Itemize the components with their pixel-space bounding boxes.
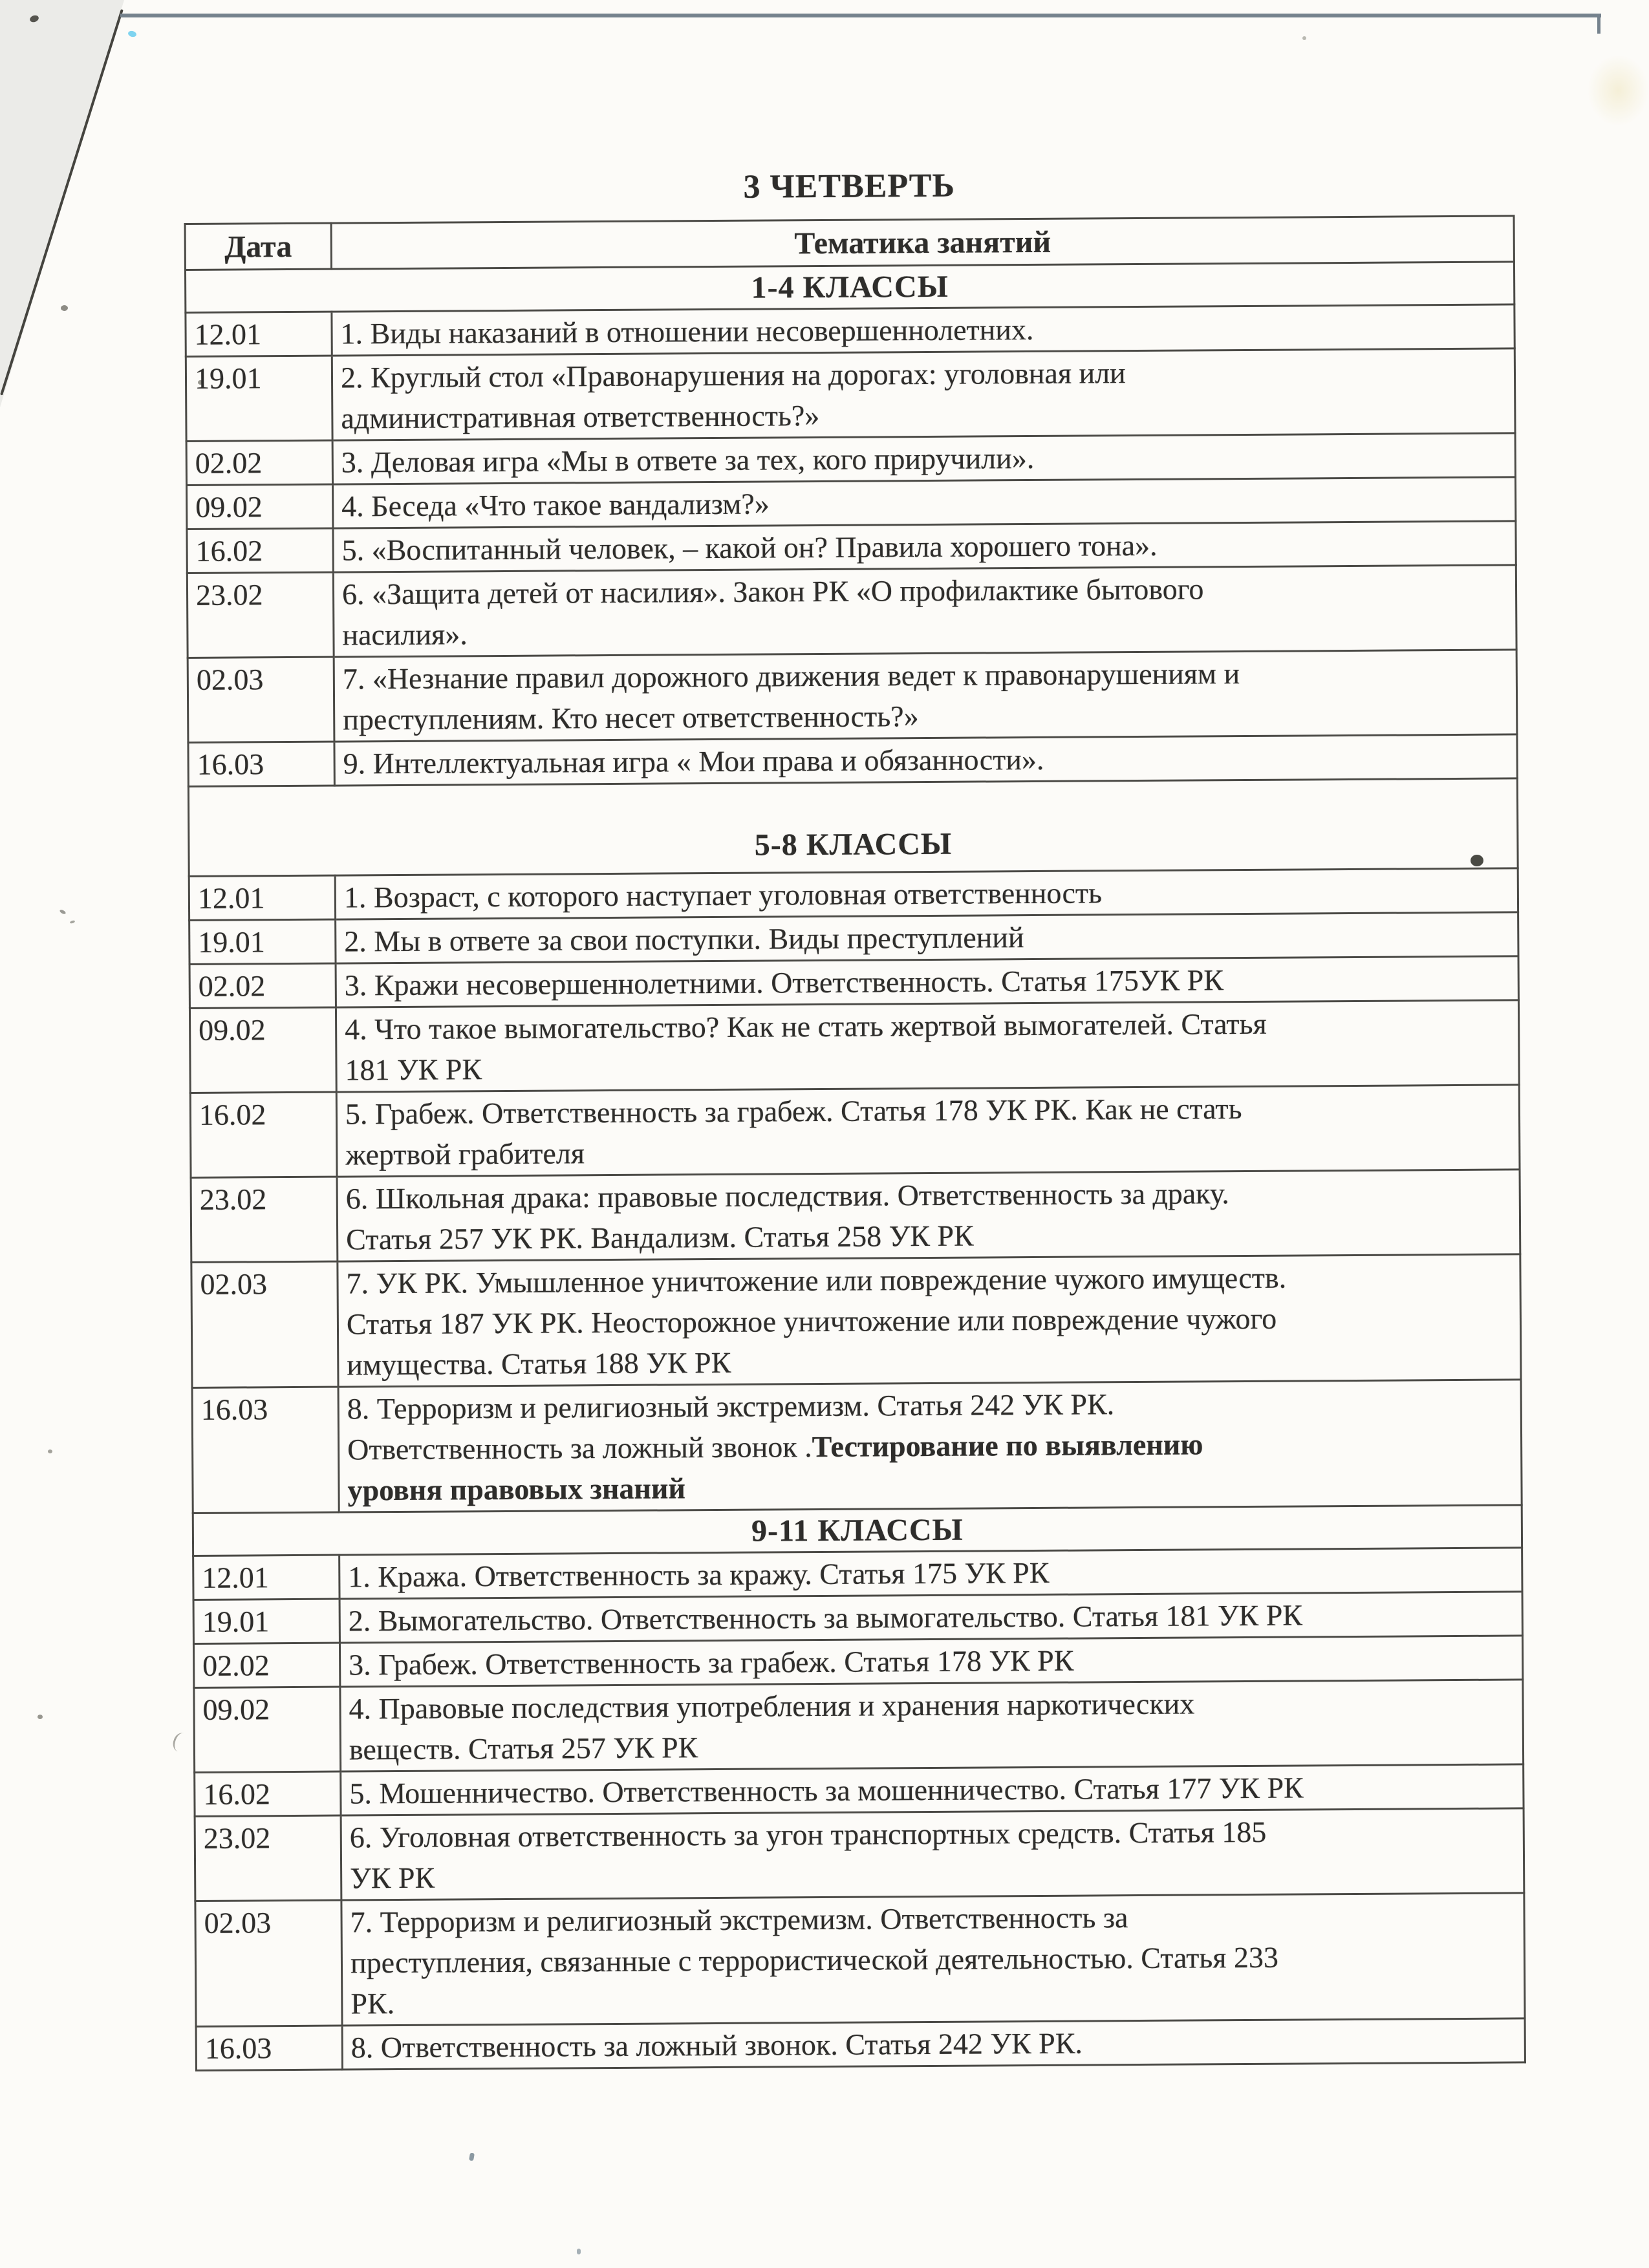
scan-speckle: [469, 2152, 475, 2161]
date-cell: 12.01: [186, 312, 332, 356]
table-row: [188, 650, 1517, 743]
scanner-edge-tick: [1597, 16, 1600, 34]
topic-cell: 3. Грабеж. Ответственность за грабеж. Статья 178 УК РК: [339, 1636, 1522, 1687]
topic-cell: 1. Кража. Ответственность за кражу. Статья 175 УК РК: [339, 1548, 1522, 1599]
topic-cell: 4. Правовые последствия употребления и хранения наркотических веществ. Статья 257 УК РК: [340, 1680, 1524, 1771]
date-cell: 16.03: [192, 1387, 339, 1513]
topic-cell: 1. Виды наказаний в отношении несовершеннолетних.: [332, 305, 1514, 356]
table-row: [191, 1254, 1521, 1388]
page-title: 3 ЧЕТВЕРТЬ: [743, 167, 956, 206]
date-cell: 09.02: [189, 1007, 336, 1093]
date-cell: 19.01: [186, 356, 332, 441]
date-cell: 23.02: [187, 572, 334, 658]
date-cell: 19.01: [189, 919, 336, 964]
date-cell: 23.02: [191, 1177, 338, 1262]
section-heading-label: 5-8 КЛАССЫ: [188, 778, 1518, 877]
topic-cell: 4. Беседа «Что такое вандализм?»: [333, 477, 1516, 528]
date-cell: 02.03: [188, 657, 334, 742]
table-row: [186, 433, 1515, 486]
table-row: [194, 1680, 1524, 1773]
scan-speckle: [48, 1450, 52, 1453]
date-cell: 16.03: [188, 742, 334, 786]
date-cell: 12.01: [193, 1555, 339, 1599]
document: [184, 158, 1526, 2071]
date-cell: 09.02: [194, 1687, 341, 1772]
topic-cell: [338, 1380, 1522, 1512]
table-row: [193, 1592, 1522, 1644]
table-row: [189, 912, 1518, 965]
topic-cell: 2. Мы в ответе за свои поступки. Виды преступлений: [336, 912, 1518, 963]
topic-cell: 7. Терроризм и религиозный экстремизм. Ответственность за преступления, связанные с террористической деятельностью. Статья 233 РК.: [341, 1893, 1525, 2026]
date-cell: 02.02: [193, 1643, 339, 1687]
pencil-mark: [171, 1731, 191, 1754]
topic-cell: 2. Круглый стол «Правонарушения на дорогах: уголовная или административная ответственность?»: [332, 348, 1515, 440]
topic-cell: 2. Вымогательство. Ответственность за вымогательство. Статья 181 УК РК: [339, 1592, 1522, 1643]
topic-cell: 5. Грабеж. Ответственность за грабеж. Статья 178 УК РК. Как не стать жертвой грабителя: [336, 1085, 1520, 1177]
topic-cell: 7. УК РК. Умышленное уничтожение или повреждение чужого имуществ. Статья 187 УК РК. Неосторожное уничтожение или повреждение чужого имущества. Статья 188 УК РК: [338, 1254, 1521, 1387]
table-row: [195, 1893, 1525, 2027]
scan-smudge: [1588, 55, 1649, 126]
date-cell: 02.02: [186, 440, 332, 485]
table-row: [195, 1808, 1524, 1901]
page-corner-shadow: [0, 0, 129, 414]
topic-cell: 6. «Защита детей от насилия». Закон РК «О профилактике бытового насилия».: [333, 565, 1516, 657]
table-row: [191, 1170, 1520, 1263]
table-row: [192, 1380, 1522, 1514]
date-cell: 16.02: [195, 1771, 341, 1816]
scan-speckle: [38, 1715, 43, 1719]
table-row: [193, 1636, 1522, 1688]
date-cell: 16.02: [190, 1092, 337, 1177]
topic-cell: 5. «Воспитанный человек, – какой он? Правила хорошего тона».: [333, 521, 1516, 572]
section-heading-9-11: [193, 1505, 1522, 1556]
section-heading-5-8: [188, 778, 1518, 877]
date-cell: 12.01: [189, 875, 335, 920]
table-row: [186, 305, 1514, 357]
table-row: [187, 477, 1516, 530]
column-header-topic: Тематика занятий: [331, 216, 1514, 269]
date-cell: 09.02: [187, 484, 333, 529]
scan-speckle-blue: [127, 30, 137, 37]
column-header-date: Дата: [185, 223, 331, 270]
table-row: [189, 1000, 1519, 1093]
scan-speckle: [577, 2249, 581, 2254]
topic-cell: 9. Интеллектуальная игра « Мои права и обязанности».: [334, 734, 1517, 786]
topic-cell: 8. Ответственность за ложный звонок. Статья 242 УК РК.: [342, 2018, 1525, 2070]
table-row: [190, 1085, 1520, 1178]
date-cell: 02.03: [195, 1900, 342, 2026]
scan-speckle: [61, 305, 68, 311]
topic-cell: 4. Что такое вымогательство? Как не стать жертвой вымогателей. Статья 181 УК РК: [336, 1000, 1519, 1092]
date-cell: 16.02: [187, 528, 333, 573]
section-heading-1-4: [185, 262, 1514, 313]
table-row: [187, 521, 1516, 573]
scan-speckle: [1302, 36, 1306, 40]
pencil-mark: [70, 920, 76, 924]
table-row: [195, 1764, 1524, 1817]
topic-cell: 6. Школьная драка: правовые последствия. Ответственность за драку. Статья 257 УК РК. Вандализм. Статья 258 УК РК: [337, 1170, 1520, 1261]
table-header-row: [185, 216, 1514, 270]
table-row: [189, 956, 1518, 1009]
table-row: [196, 2018, 1525, 2071]
topic-cell: 7. «Незнание правил дорожного движения ведет к правонарушениям и преступлениям. Кто несет ответственность?»: [334, 650, 1517, 742]
scanner-edge-line: [120, 14, 1601, 17]
table-row: [188, 734, 1517, 787]
topic-cell: 3. Деловая игра «Мы в ответе за тех, кого приручили».: [332, 433, 1515, 484]
section-heading-label: 9-11 КЛАССЫ: [193, 1505, 1522, 1556]
date-cell: 02.02: [189, 963, 336, 1008]
pencil-mark: [59, 909, 66, 915]
date-cell: 19.01: [193, 1599, 339, 1643]
table-row: [193, 1548, 1522, 1600]
section-heading-label: 1-4 КЛАССЫ: [185, 262, 1514, 313]
schedule-table: [184, 215, 1526, 2071]
topic-cell: 3. Кражи несовершеннолетними. Ответственность. Статья 175УК РК: [336, 956, 1518, 1007]
topic-text: 8. Терроризм и религиозный экстремизм. Статья 242 УК РК. Ответственность за ложный звонок .: [347, 1387, 1115, 1466]
date-cell: 16.03: [196, 2026, 342, 2070]
table-row: [189, 868, 1518, 921]
topic-cell: 1. Возраст, с которого наступает уголовная ответственность: [335, 868, 1518, 919]
topic-cell: 6. Уголовная ответственность за угон транспортных средств. Статья 185 УК РК: [341, 1808, 1524, 1900]
date-cell: 23.02: [195, 1815, 341, 1901]
topic-cell: 5. Мошенничество. Ответственность за мошенничество. Статья 177 УК РК: [341, 1764, 1524, 1815]
table-row: [187, 565, 1516, 658]
topic-text-bold: Тестирование по выявлению уровня правовых знаний: [347, 1428, 1203, 1507]
table-row: [186, 348, 1515, 442]
date-cell: 02.03: [191, 1261, 338, 1387]
